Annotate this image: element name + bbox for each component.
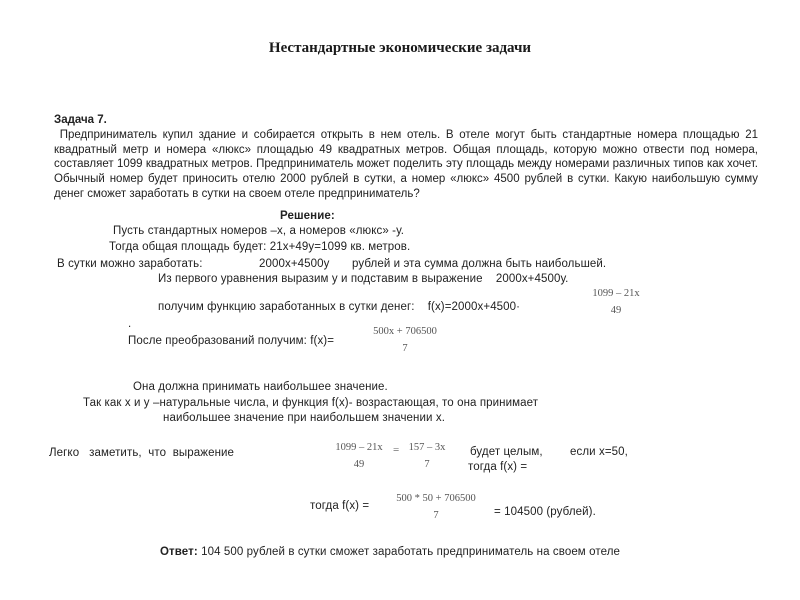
fraction-5-denominator: 7 [433,510,439,521]
fraction-2-denominator: 7 [402,343,408,354]
solution-line-11: тогда f(x) = [468,461,528,473]
fraction-1-numerator: 1099 – 21x [592,288,640,299]
solution-line-2: Тогда общая площадь будет: 21х+49у=1099 кв. метров. [109,241,411,253]
fraction-4 [400,439,454,473]
fraction-5 [384,490,488,524]
fraction-2-numerator: 500x + 706500 [373,326,437,337]
fraction-1 [586,285,646,319]
fraction-3 [325,439,393,473]
fraction-5-numerator: 500 * 50 + 706500 [396,493,476,504]
fraction-3-denominator: 49 [353,459,365,470]
answer-label: Ответ: [160,546,198,558]
task-block [54,113,762,202]
equals-sign: = [393,444,400,456]
solution-line-5: получим функцию заработанных в сутки денег: f(x)=2000x+4500· [158,301,521,313]
solution-line-3c: рублей и эта сумма должна быть наибольшей. [352,258,607,270]
solution-heading: Решение: [280,210,335,222]
solution-line-3a: В сутки можно заработать: [57,258,203,270]
solution-line-6: После преобразований получим: f(x)= [128,335,335,347]
solution-line-3b: 2000х+4500у [259,258,330,270]
solution-line-10: Легко заметить, что выражение [49,447,235,459]
fraction-1-denominator: 49 [610,305,622,316]
fraction-4-numerator: 157 – 3x [408,442,446,453]
solution-line-8: Так как х и у –натуральные числа, и функция f(x)- возрастающая, то она принимает [83,397,539,409]
solution-line-1: Пусть стандартных номеров –х, а номеров «люкс» -у. [113,225,405,237]
solution-line-12b: = 104500 (рублей). [494,506,596,518]
fraction-4-denominator: 7 [424,459,430,470]
solution-line-10b: будет целым, [470,446,543,458]
answer-line [160,546,620,558]
answer-text: 104 500 рублей в сутки сможет заработать предприниматель на своем отеле [197,546,621,558]
fraction-3-numerator: 1099 – 21x [335,442,383,453]
dot-mark: . [128,318,132,330]
page-title: Нестандартные экономические задачи [268,40,532,56]
solution-line-12: тогда f(x) = [310,500,370,512]
task-heading: Задача 7. [54,114,107,126]
solution-line-10c: если х=50, [570,446,628,458]
solution-line-4: Из первого уравнения выразим у и подставим в выражение 2000х+4500у. [158,273,569,285]
solution-line-9: наибольшее значение при наибольшем значении х. [163,412,445,424]
solution-line-7: Она должна принимать наибольшее значение. [133,381,388,393]
task-text: Предприниматель купил здание и собирается открыть в нем отель. В отеле могут быть стандартные номера площадью 21 квадратный метр и номера «люкс» площадью 49 квадратных метров. Общая площадь, которую можно отвести под номера, составляет 1099 квадратных метров. Предприниматель может поделить эту площадь между номерами различных типов как хочет. Обычный номер будет приносить отелю 2000 рублей в сутки, а номер «люкс» 4500 рублей в сутки. Какую наибольшую сумму денег сможет заработать в сутки на своем отеле предприниматель? [54,128,762,200]
fraction-2 [365,323,445,357]
